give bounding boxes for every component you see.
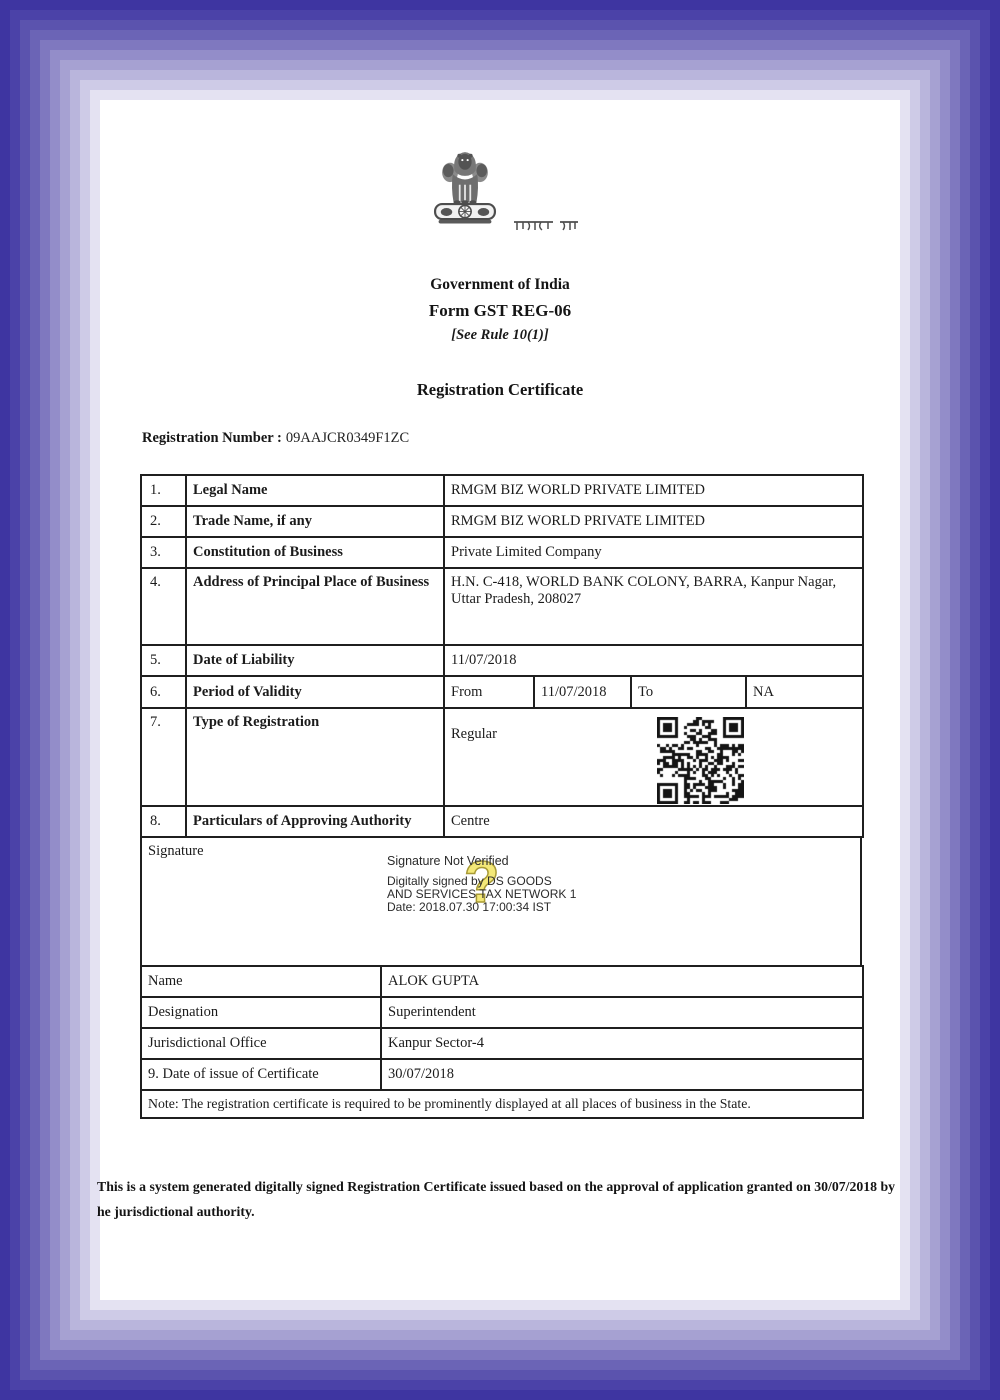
row-value: 30/07/2018 (381, 1059, 863, 1090)
officer-row-jurisdictional-office (141, 1028, 863, 1059)
registration-type-value: Regular (451, 726, 497, 742)
row-number: 4. (141, 568, 186, 645)
table-row-approving-authority (141, 806, 863, 837)
footer-disclaimer-line-2: he jurisdictional authority. (97, 1204, 255, 1219)
digital-signature-line-1: Digitally signed by DS GOODS (387, 874, 552, 888)
row-value: ALOK GUPTA (381, 966, 863, 997)
row-value: Kanpur Sector-4 (381, 1028, 863, 1059)
period-from-value: 11/07/2018 (534, 676, 631, 708)
row-label: Designation (141, 997, 381, 1028)
row-label: Date of Liability (186, 645, 444, 676)
row-value: H.N. C-418, WORLD BANK COLONY, BARRA, Kanpur Nagar, Uttar Pradesh, 208027 (444, 568, 863, 645)
digital-signature-line-2: AND SERVICES TAX NETWORK 1 (387, 887, 577, 901)
question-mark-stamp-icon: ? (464, 850, 500, 915)
row-value: Private Limited Company (444, 537, 863, 568)
table-row-legal-name (141, 475, 863, 506)
row-label: Particulars of Approving Authority (186, 806, 444, 837)
header-government-of-india: Government of India (430, 276, 570, 293)
registration-table (140, 474, 864, 838)
footer-disclaimer-line-1: This is a system generated digitally signed Registration Certificate issued based on the approval of application granted on 30/07/2018 by (97, 1179, 896, 1194)
table-row-period-of-validity (141, 676, 863, 708)
row-value: RMGM BIZ WORLD PRIVATE LIMITED (444, 506, 863, 537)
row-number: 3. (141, 537, 186, 568)
row-value: Superintendent (381, 997, 863, 1028)
registration-number-label: Registration Number : (142, 430, 282, 446)
table-row-type-of-registration (141, 708, 863, 806)
row-label: Jurisdictional Office (141, 1028, 381, 1059)
row-number: 7. (141, 708, 186, 806)
table-row-constitution (141, 537, 863, 568)
digital-signature-text (387, 850, 577, 915)
period-to-label: To (631, 676, 746, 708)
row-number: 1. (141, 475, 186, 506)
registration-number-line (142, 430, 409, 447)
row-label: Constitution of Business (186, 537, 444, 568)
period-from-label: From (444, 676, 534, 708)
signature-label: Signature (148, 843, 204, 859)
header-form-name: Form GST REG-06 (428, 301, 572, 320)
row-label: Type of Registration (186, 708, 444, 806)
row-label: Trade Name, if any (186, 506, 444, 537)
row-label: Period of Validity (186, 676, 444, 708)
row-value: RMGM BIZ WORLD PRIVATE LIMITED (444, 475, 863, 506)
table-row-trade-name (141, 506, 863, 537)
certificate-page (97, 100, 900, 1300)
officer-row-name (141, 966, 863, 997)
officer-row-designation (141, 997, 863, 1028)
note-row (141, 1090, 863, 1118)
officer-table (140, 965, 864, 1119)
signature-section (140, 838, 862, 965)
page-title: Registration Certificate (416, 380, 584, 399)
row-number: 8. (141, 806, 186, 837)
row-value: Centre (444, 806, 863, 837)
emblem-block (100, 148, 900, 237)
row-label: Legal Name (186, 475, 444, 506)
digital-signature-line-3: Date: 2018.07.30 17:00:34 IST (387, 900, 552, 914)
row-value: 11/07/2018 (444, 645, 863, 676)
row-number: 5. (141, 645, 186, 676)
satyameva-jayate-motto (513, 220, 579, 232)
row-number: 6. (141, 676, 186, 708)
ashoka-emblem-icon (421, 148, 509, 232)
table-row-address (141, 568, 863, 645)
header-rule-reference: [See Rule 10(1)] (451, 327, 549, 343)
note-text: Note: The registration certificate is required to be prominently displayed at all places of business in the State. (141, 1090, 863, 1118)
row-value (444, 708, 863, 806)
table-row-date-of-liability (141, 645, 863, 676)
period-to-value: NA (746, 676, 863, 708)
row-label: 9. Date of issue of Certificate (141, 1059, 381, 1090)
officer-row-date-of-issue (141, 1059, 863, 1090)
row-label: Name (141, 966, 381, 997)
qr-code (657, 717, 744, 804)
footer-disclaimer (97, 1174, 905, 1224)
registration-number-value: 09AAJCR0349F1ZC (285, 430, 410, 446)
signature-not-verified-text: Signature Not Verified (387, 854, 509, 868)
row-number: 2. (141, 506, 186, 537)
row-label: Address of Principal Place of Business (186, 568, 444, 645)
certificate-body (140, 474, 862, 1119)
